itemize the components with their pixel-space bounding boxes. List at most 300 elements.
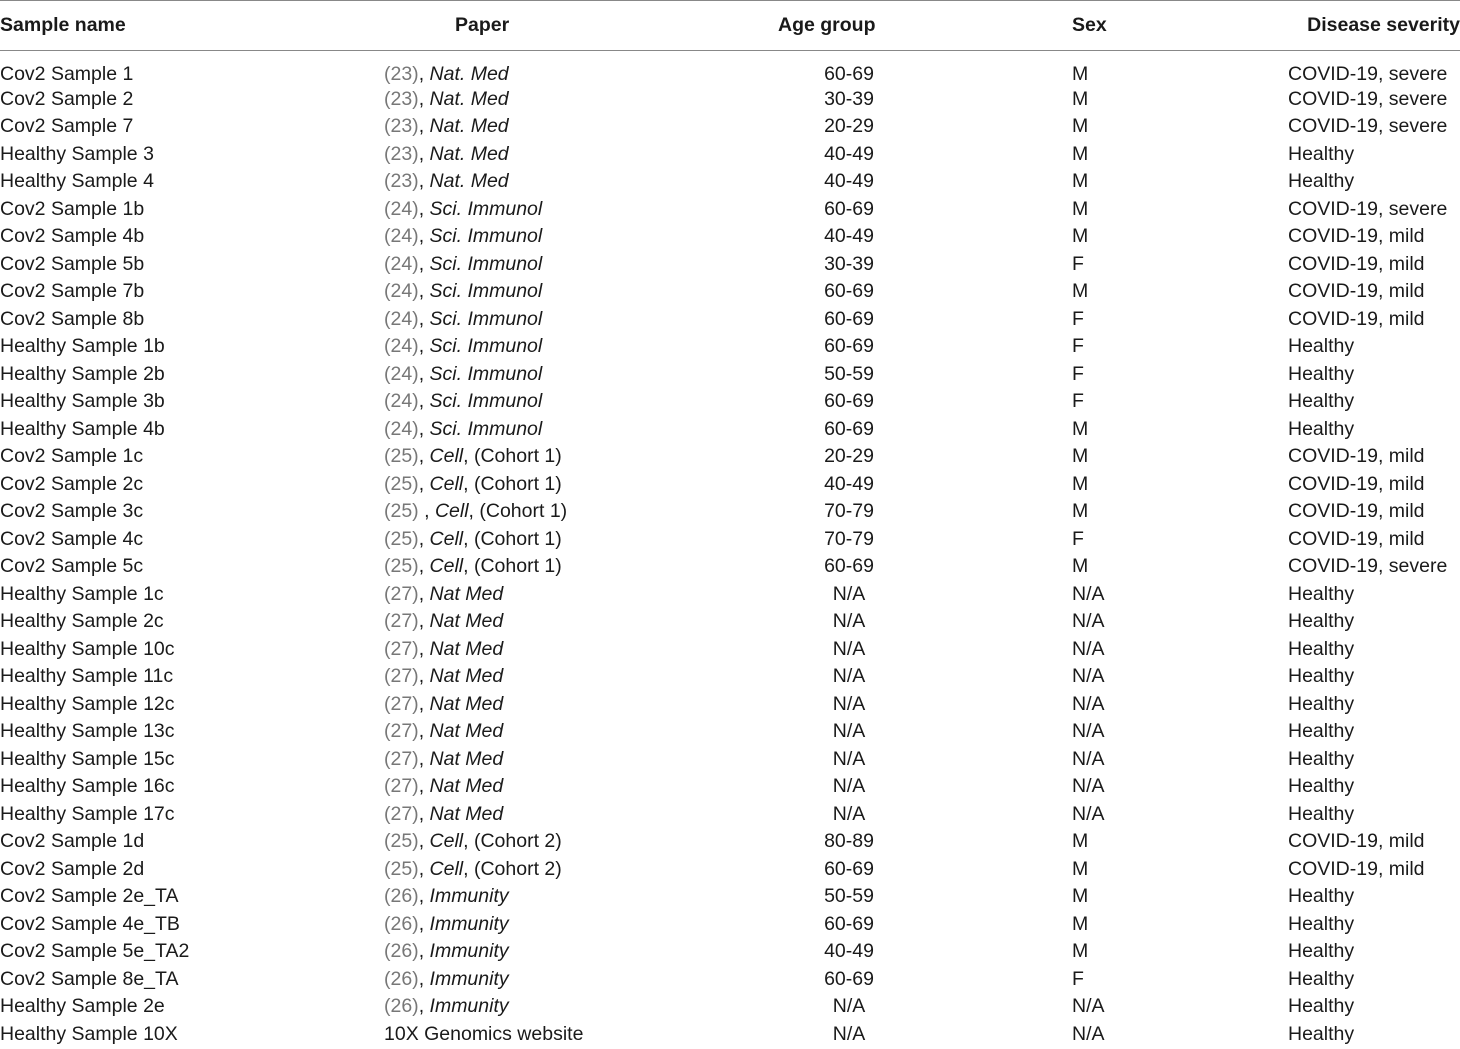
sample-name-cell: Healthy Sample 17c	[0, 802, 175, 825]
sex-cell: M	[1072, 63, 1089, 85]
table-row	[0, 333, 1460, 361]
reference-separator: ,	[418, 802, 430, 825]
table-row	[0, 855, 1460, 883]
reference-number: (24)	[384, 417, 419, 440]
paper-suffix: , (Cohort 1)	[463, 527, 562, 550]
sample-name-cell: Cov2 Sample 1c	[0, 445, 144, 468]
sex-cell: M	[1072, 417, 1089, 440]
paper-cell	[384, 663, 744, 691]
reference-separator: ,	[418, 720, 430, 743]
reference-separator: ,	[418, 280, 430, 303]
reference-number: (24)	[384, 390, 419, 413]
disease-severity-cell: COVID-19, severe	[1288, 555, 1448, 578]
table-row	[0, 195, 1460, 223]
table-row	[0, 305, 1460, 333]
sample-name-cell: Healthy Sample 1c	[0, 582, 164, 605]
reference-number: (27)	[384, 692, 419, 715]
sex-cell: M	[1072, 445, 1089, 468]
journal-name: Nat. Med	[429, 142, 509, 165]
table-row	[0, 635, 1460, 663]
sample-name-cell: Healthy Sample 3	[0, 142, 154, 165]
disease-severity-cell: Healthy	[1288, 142, 1355, 165]
disease-severity-cell: Healthy	[1288, 417, 1355, 440]
sample-name-cell: Cov2 Sample 2c	[0, 472, 144, 495]
table-row	[0, 800, 1460, 828]
reference-number: (25)	[384, 445, 419, 468]
paper-cell	[384, 333, 744, 361]
paper-cell	[384, 828, 744, 856]
table-row	[0, 718, 1460, 746]
reference-number: (25)	[384, 857, 419, 880]
table-row	[0, 140, 1460, 168]
reference-separator: ,	[418, 555, 430, 578]
disease-severity-cell: COVID-19, mild	[1288, 500, 1425, 523]
reference-separator: ,	[418, 390, 430, 413]
reference-number: (25)	[384, 527, 419, 550]
sample-name-cell: Cov2 Sample 5e_TA2	[0, 940, 190, 963]
table-row	[0, 85, 1460, 113]
age-group-cell: 40-49	[824, 472, 874, 495]
paper-cell	[384, 415, 744, 443]
sex-cell: M	[1072, 225, 1089, 248]
journal-name: Sci. Immunol	[429, 362, 543, 385]
age-group-cell: 60-69	[824, 63, 874, 85]
reference-number: (27)	[384, 610, 419, 633]
journal-name: Immunity	[429, 967, 509, 990]
reference-number: (24)	[384, 335, 419, 358]
age-group-cell: 50-59	[824, 885, 874, 908]
paper-cell	[384, 910, 744, 938]
journal-name: Immunity	[429, 912, 509, 935]
table-row	[0, 470, 1460, 498]
sample-name-cell: Healthy Sample 2c	[0, 610, 164, 633]
sex-cell: F	[1072, 335, 1084, 358]
age-group-cell: 70-79	[824, 527, 874, 550]
journal-name: Nat. Med	[429, 87, 509, 110]
sample-name-cell: Cov2 Sample 5c	[0, 555, 144, 578]
sample-name-cell: Healthy Sample 15c	[0, 747, 175, 770]
table-row	[0, 443, 1460, 471]
sex-cell: M	[1072, 142, 1089, 165]
sample-name-cell: Healthy Sample 4b	[0, 417, 165, 440]
paper-cell	[384, 498, 744, 526]
disease-severity-cell: Healthy	[1288, 885, 1355, 908]
paper-suffix: , (Cohort 1)	[463, 445, 562, 468]
age-group-cell: 30-39	[824, 87, 874, 110]
reference-number: (27)	[384, 582, 419, 605]
paper-cell	[384, 800, 744, 828]
journal-name: Sci. Immunol	[429, 280, 543, 303]
disease-severity-cell: Healthy	[1288, 720, 1355, 743]
paper-cell	[384, 1020, 744, 1048]
sex-cell: M	[1072, 885, 1089, 908]
sample-name-cell: Cov2 Sample 2e_TA	[0, 885, 179, 908]
age-group-cell: 60-69	[824, 335, 874, 358]
disease-severity-cell: Healthy	[1288, 775, 1355, 798]
sample-name-cell: Healthy Sample 4	[0, 170, 154, 193]
paper-cell	[384, 608, 744, 636]
table-row	[0, 773, 1460, 801]
reference-number: (27)	[384, 747, 419, 770]
reference-number: (27)	[384, 775, 419, 798]
sex-cell: M	[1072, 87, 1089, 110]
age-group-cell: 60-69	[824, 417, 874, 440]
sex-cell: M	[1072, 830, 1089, 853]
reference-number: (26)	[384, 967, 419, 990]
journal-name: Immunity	[429, 885, 509, 908]
age-group-cell: 70-79	[824, 500, 874, 523]
sample-name-cell: Healthy Sample 2e	[0, 995, 165, 1018]
reference-number: (23)	[384, 87, 419, 110]
journal-name: Cell	[429, 830, 464, 853]
sex-cell: N/A	[1072, 637, 1105, 660]
table-row	[0, 415, 1460, 443]
reference-number: (24)	[384, 307, 419, 330]
paper-suffix: , (Cohort 2)	[463, 830, 562, 853]
table-row	[0, 828, 1460, 856]
disease-severity-cell: COVID-19, severe	[1288, 63, 1448, 85]
table-row	[0, 608, 1460, 636]
reference-separator: ,	[418, 912, 430, 935]
sex-cell: M	[1072, 857, 1089, 880]
sex-cell: N/A	[1072, 802, 1105, 825]
reference-separator: ,	[418, 582, 430, 605]
disease-severity-cell: COVID-19, severe	[1288, 197, 1448, 220]
table-row	[0, 113, 1460, 141]
disease-severity-cell: COVID-19, severe	[1288, 87, 1448, 110]
sample-name-cell: Cov2 Sample 1	[0, 63, 134, 85]
paper-cell	[384, 965, 744, 993]
header-sample-name: Sample name	[0, 1, 384, 51]
journal-name: Sci. Immunol	[429, 335, 543, 358]
reference-separator: ,	[418, 775, 430, 798]
table-row	[0, 690, 1460, 718]
sex-cell: N/A	[1072, 747, 1105, 770]
reference-separator: ,	[418, 527, 430, 550]
paper-cell	[384, 993, 744, 1021]
disease-severity-cell: COVID-19, severe	[1288, 115, 1448, 138]
journal-name: Nat Med	[429, 802, 504, 825]
reference-separator: ,	[418, 967, 430, 990]
reference-separator: ,	[418, 472, 430, 495]
sample-name-cell: Healthy Sample 3b	[0, 390, 165, 413]
sex-cell: F	[1072, 252, 1084, 275]
disease-severity-cell: Healthy	[1288, 637, 1355, 660]
sample-name-cell: Cov2 Sample 8e_TA	[0, 967, 179, 990]
age-group-cell: 80-89	[824, 830, 874, 853]
table-row	[0, 360, 1460, 388]
sex-cell: M	[1072, 940, 1089, 963]
age-group-cell: N/A	[832, 637, 866, 660]
sex-cell: F	[1072, 307, 1084, 330]
age-group-cell: 60-69	[824, 555, 874, 578]
sex-cell: F	[1072, 967, 1084, 990]
age-group-cell: 30-39	[824, 252, 874, 275]
age-group-cell: N/A	[832, 720, 866, 743]
sample-name-cell: Cov2 Sample 4c	[0, 527, 144, 550]
paper-suffix: , (Cohort 1)	[463, 555, 562, 578]
sex-cell: M	[1072, 912, 1089, 935]
sample-name-cell: Healthy Sample 16c	[0, 775, 175, 798]
paper-cell	[384, 635, 744, 663]
reference-separator: ,	[418, 445, 430, 468]
journal-name: Cell	[429, 527, 464, 550]
table-row	[0, 965, 1460, 993]
disease-severity-cell: Healthy	[1288, 1022, 1355, 1045]
journal-name: Nat Med	[429, 775, 504, 798]
reference-separator: ,	[418, 830, 430, 853]
paper-cell	[384, 113, 744, 141]
reference-separator: ,	[418, 857, 430, 880]
age-group-cell: 60-69	[824, 197, 874, 220]
reference-number: (27)	[384, 802, 419, 825]
journal-name: Cell	[429, 445, 464, 468]
reference-number: (26)	[384, 885, 419, 908]
reference-number: (25)	[384, 830, 419, 853]
reference-separator: ,	[418, 335, 430, 358]
journal-name: Nat. Med	[429, 170, 509, 193]
table-row	[0, 1020, 1460, 1048]
reference-separator: ,	[418, 995, 430, 1018]
header-paper: Paper	[384, 1, 744, 51]
sample-name-cell: Cov2 Sample 7	[0, 115, 134, 138]
paper-cell	[384, 360, 744, 388]
reference-separator: ,	[418, 637, 430, 660]
age-group-cell: 60-69	[824, 390, 874, 413]
journal-name: Cell	[429, 857, 464, 880]
age-group-cell: 40-49	[824, 142, 874, 165]
journal-name: Cell	[434, 500, 469, 523]
reference-separator: ,	[418, 940, 430, 963]
disease-severity-cell: Healthy	[1288, 665, 1355, 688]
age-group-cell: 60-69	[824, 967, 874, 990]
table-row	[0, 168, 1460, 196]
paper-cell	[384, 443, 744, 471]
header-row	[0, 1, 1460, 51]
journal-name: Nat Med	[429, 637, 504, 660]
paper-cell	[384, 388, 744, 416]
sample-name-cell: Cov2 Sample 5b	[0, 252, 145, 275]
header-sex: Sex	[954, 1, 1288, 51]
age-group-cell: N/A	[832, 610, 866, 633]
disease-severity-cell: COVID-19, mild	[1288, 225, 1425, 248]
journal-name: Sci. Immunol	[429, 252, 543, 275]
age-group-cell: N/A	[832, 775, 866, 798]
disease-severity-cell: Healthy	[1288, 170, 1355, 193]
journal-name: Nat. Med	[429, 115, 509, 138]
disease-severity-cell: COVID-19, mild	[1288, 472, 1425, 495]
table-row	[0, 580, 1460, 608]
table-row	[0, 250, 1460, 278]
age-group-cell: N/A	[832, 692, 866, 715]
sex-cell: M	[1072, 115, 1089, 138]
sample-name-cell: Cov2 Sample 4b	[0, 225, 145, 248]
age-group-cell: N/A	[832, 995, 866, 1018]
journal-name: Nat Med	[429, 610, 504, 633]
sample-name-cell: Cov2 Sample 2d	[0, 857, 145, 880]
reference-separator: ,	[418, 87, 430, 110]
disease-severity-cell: Healthy	[1288, 362, 1355, 385]
disease-severity-cell: COVID-19, mild	[1288, 830, 1425, 853]
table-row	[0, 51, 1460, 86]
reference-number: (25)	[384, 500, 419, 523]
reference-separator: ,	[418, 63, 430, 85]
paper-cell	[384, 745, 744, 773]
paper-cell	[384, 525, 744, 553]
journal-name: Sci. Immunol	[429, 417, 543, 440]
journal-name: Sci. Immunol	[429, 307, 543, 330]
sex-cell: N/A	[1072, 610, 1105, 633]
table-row	[0, 525, 1460, 553]
paper-suffix: , (Cohort 1)	[463, 472, 562, 495]
sex-cell: M	[1072, 280, 1089, 303]
sample-name-cell: Cov2 Sample 2	[0, 87, 134, 110]
reference-number: (24)	[384, 252, 419, 275]
disease-severity-cell: COVID-19, mild	[1288, 280, 1425, 303]
journal-name: Nat Med	[429, 582, 504, 605]
sample-name-cell: Cov2 Sample 3c	[0, 500, 144, 523]
sex-cell: M	[1072, 472, 1089, 495]
age-group-cell: 60-69	[824, 307, 874, 330]
reference-separator: ,	[418, 225, 430, 248]
sample-name-cell: Cov2 Sample 8b	[0, 307, 145, 330]
sex-cell: F	[1072, 527, 1084, 550]
reference-separator: ,	[418, 747, 430, 770]
age-group-cell: N/A	[832, 665, 866, 688]
sample-name-cell: Healthy Sample 2b	[0, 362, 165, 385]
reference-number: (24)	[384, 280, 419, 303]
age-group-cell: 60-69	[824, 912, 874, 935]
age-group-cell: 40-49	[824, 940, 874, 963]
age-group-cell: N/A	[832, 582, 866, 605]
paper-cell	[384, 278, 744, 306]
sample-name-cell: Healthy Sample 1b	[0, 335, 165, 358]
journal-name: Cell	[429, 555, 464, 578]
sex-cell: M	[1072, 197, 1089, 220]
age-group-cell: N/A	[832, 1022, 866, 1045]
disease-severity-cell: Healthy	[1288, 995, 1355, 1018]
paper-cell	[384, 305, 744, 333]
reference-separator: ,	[418, 307, 430, 330]
reference-separator: ,	[418, 170, 430, 193]
age-group-cell: 20-29	[824, 445, 874, 468]
sex-cell: F	[1072, 362, 1084, 385]
disease-severity-cell: COVID-19, mild	[1288, 857, 1425, 880]
paper-cell	[384, 938, 744, 966]
reference-number: (27)	[384, 665, 419, 688]
table-row	[0, 938, 1460, 966]
disease-severity-cell: COVID-19, mild	[1288, 527, 1425, 550]
sex-cell: M	[1072, 500, 1089, 523]
age-group-cell: 40-49	[824, 170, 874, 193]
header-disease-severity: Disease severity	[1288, 1, 1460, 51]
reference-separator: ,	[418, 500, 435, 523]
disease-severity-cell: Healthy	[1288, 802, 1355, 825]
reference-number: (26)	[384, 995, 419, 1018]
disease-severity-cell: Healthy	[1288, 335, 1355, 358]
paper-cell	[384, 553, 744, 581]
disease-severity-cell: COVID-19, mild	[1288, 307, 1425, 330]
age-group-cell: 50-59	[824, 362, 874, 385]
table-row	[0, 910, 1460, 938]
paper-cell	[384, 168, 744, 196]
paper-suffix: 10X Genomics website	[384, 1022, 584, 1045]
reference-number: (24)	[384, 362, 419, 385]
reference-number: (23)	[384, 170, 419, 193]
age-group-cell: 60-69	[824, 280, 874, 303]
reference-separator: ,	[418, 885, 430, 908]
journal-name: Nat Med	[429, 720, 504, 743]
reference-separator: ,	[418, 417, 430, 440]
journal-name: Sci. Immunol	[429, 225, 543, 248]
sex-cell: N/A	[1072, 995, 1105, 1018]
sex-cell: N/A	[1072, 582, 1105, 605]
sample-name-cell: Cov2 Sample 4e_TB	[0, 912, 180, 935]
reference-separator: ,	[418, 115, 430, 138]
journal-name: Nat Med	[429, 665, 504, 688]
table-row	[0, 993, 1460, 1021]
sex-cell: N/A	[1072, 720, 1105, 743]
reference-separator: ,	[418, 142, 430, 165]
reference-number: (23)	[384, 63, 419, 85]
journal-name: Sci. Immunol	[429, 197, 543, 220]
journal-name: Immunity	[429, 940, 509, 963]
journal-name: Sci. Immunol	[429, 390, 543, 413]
age-group-cell: N/A	[832, 747, 866, 770]
table-row	[0, 883, 1460, 911]
sex-cell: M	[1072, 555, 1089, 578]
reference-number: (24)	[384, 197, 419, 220]
reference-number: (23)	[384, 115, 419, 138]
paper-cell	[384, 85, 744, 113]
table-row	[0, 745, 1460, 773]
age-group-cell: 40-49	[824, 225, 874, 248]
disease-severity-cell: COVID-19, mild	[1288, 252, 1425, 275]
sex-cell: N/A	[1072, 692, 1105, 715]
reference-number: (27)	[384, 637, 419, 660]
sample-name-cell: Healthy Sample 13c	[0, 720, 175, 743]
reference-separator: ,	[418, 197, 430, 220]
disease-severity-cell: COVID-19, mild	[1288, 445, 1425, 468]
sex-cell: N/A	[1072, 775, 1105, 798]
reference-separator: ,	[418, 252, 430, 275]
paper-cell	[384, 580, 744, 608]
table-row	[0, 388, 1460, 416]
reference-number: (25)	[384, 472, 419, 495]
reference-separator: ,	[418, 610, 430, 633]
reference-number: (26)	[384, 912, 419, 935]
table-row	[0, 278, 1460, 306]
journal-name: Nat. Med	[429, 63, 509, 85]
sex-cell: F	[1072, 390, 1084, 413]
sample-name-cell: Cov2 Sample 7b	[0, 280, 145, 303]
sample-name-cell: Cov2 Sample 1d	[0, 830, 145, 853]
paper-cell	[384, 718, 744, 746]
sex-cell: N/A	[1072, 665, 1105, 688]
sample-name-cell: Healthy Sample 10X	[0, 1022, 178, 1045]
disease-severity-cell: Healthy	[1288, 582, 1355, 605]
disease-severity-cell: Healthy	[1288, 912, 1355, 935]
age-group-cell: 20-29	[824, 115, 874, 138]
disease-severity-cell: Healthy	[1288, 692, 1355, 715]
journal-name: Nat Med	[429, 692, 504, 715]
table-row	[0, 553, 1460, 581]
paper-cell	[384, 250, 744, 278]
journal-name: Cell	[429, 472, 464, 495]
reference-number: (26)	[384, 940, 419, 963]
sex-cell: M	[1072, 170, 1089, 193]
paper-cell	[384, 855, 744, 883]
